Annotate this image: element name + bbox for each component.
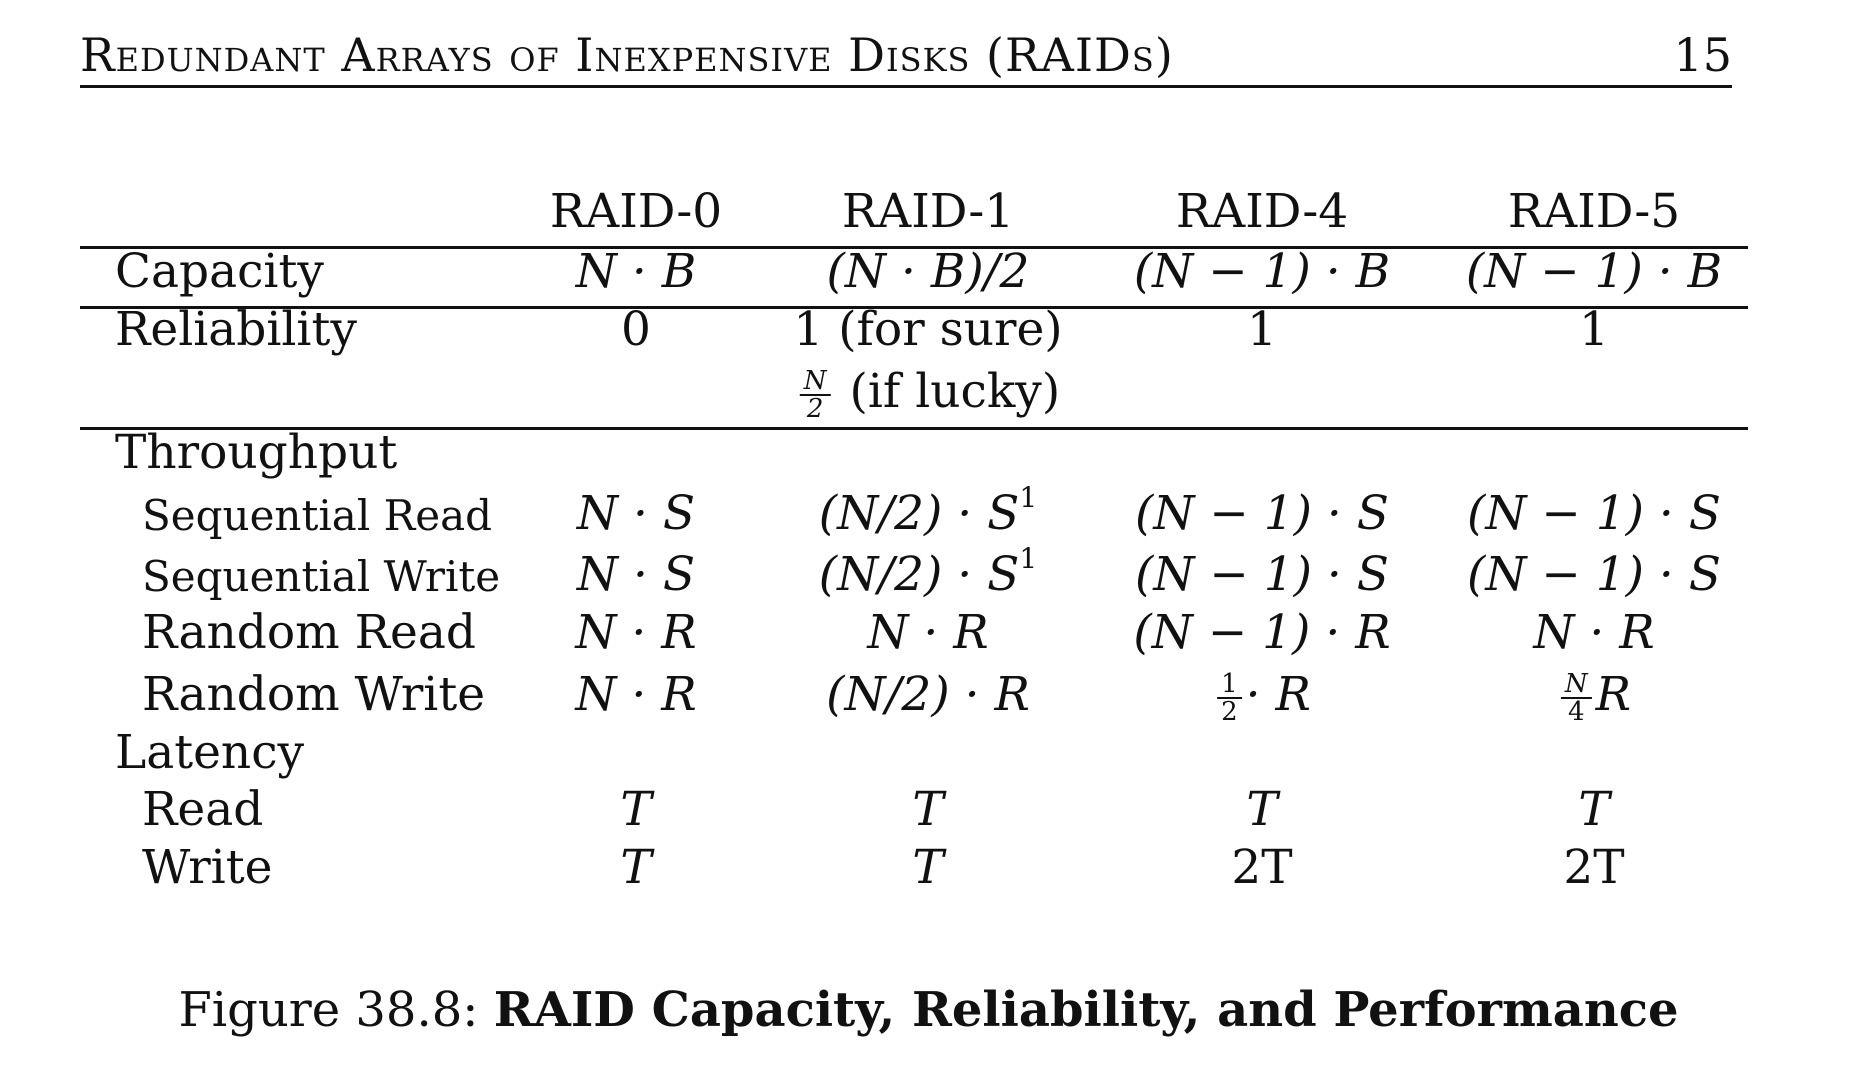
rand-write-raid5: $\frac{N}{4}$ R <box>1557 667 1631 725</box>
reliability-raid1-lucky: $\frac{N}{2}$ (if lucky) <box>796 364 1060 422</box>
page-number: 15 <box>1673 28 1732 82</box>
lat-read-raid0: T <box>620 782 652 837</box>
seq-read-raid0: N · S <box>576 486 696 541</box>
rand-read-raid0: N · R <box>575 605 697 660</box>
column-header-raid0: RAID-0 <box>549 184 723 239</box>
rand-write-raid1: (N/2) · R <box>826 667 1030 722</box>
seq-read-raid4: (N − 1) · S <box>1135 486 1389 541</box>
capacity-raid0: N · B <box>575 244 697 299</box>
lat-read-raid1: T <box>912 782 944 837</box>
reliability-raid1: 1 (for sure) <box>793 302 1063 357</box>
rand-read-raid1: N · R <box>867 605 989 660</box>
column-header-raid1: RAID-1 <box>841 184 1015 239</box>
reliability-raid5: 1 <box>1579 302 1609 357</box>
page-header <box>80 26 1732 88</box>
row-label-latency-write: Write <box>142 840 273 895</box>
rand-write-raid0: N · R <box>575 667 697 722</box>
reliability-raid4: 1 <box>1247 302 1277 357</box>
seq-write-raid5: (N − 1) · S <box>1467 547 1721 602</box>
row-label-reliability: Reliability <box>115 302 357 357</box>
row-label-sequential-write: Sequential Write <box>142 552 501 601</box>
capacity-raid1: (N · B)/2 <box>826 244 1030 299</box>
seq-read-raid5: (N − 1) · S <box>1467 486 1721 541</box>
seq-write-raid0: N · S <box>576 547 696 602</box>
lat-read-raid5: T <box>1578 782 1610 837</box>
row-label-random-write: Random Write <box>142 667 486 722</box>
caption-prefix: Figure 38.8: <box>178 982 479 1038</box>
rand-read-raid4: (N − 1) · R <box>1133 605 1391 660</box>
row-label-latency-read: Read <box>142 782 264 837</box>
capacity-raid5: (N − 1) · B <box>1465 244 1723 299</box>
header-title: Redundant Arrays of Inexpensive Disks (RAIDs) <box>80 28 1174 82</box>
seq-write-raid1: $(N/2) \cdot S^1$ <box>818 542 1038 602</box>
lat-write-raid1: T <box>912 840 944 895</box>
figure-caption <box>0 980 1857 1040</box>
fraction-n-over-4: $\frac{N}{4}$ <box>1561 671 1592 725</box>
fraction-n-over-2: $\frac{N}{2}$ <box>800 368 831 422</box>
seq-write-raid4: (N − 1) · S <box>1135 547 1389 602</box>
rand-write-raid4: $\frac{1}{2}$ · R <box>1213 667 1311 725</box>
rand-read-raid5: N · R <box>1533 605 1655 660</box>
row-label-capacity: Capacity <box>115 244 324 299</box>
lat-write-raid4: 2T <box>1231 840 1293 895</box>
column-header-raid4: RAID-4 <box>1175 184 1349 239</box>
row-label-sequential-read: Sequential Read <box>142 491 493 540</box>
capacity-raid4: (N − 1) · B <box>1133 244 1391 299</box>
row-label-latency: Latency <box>115 725 305 780</box>
fraction-1-over-2: $\frac{1}{2}$ <box>1217 671 1242 725</box>
column-header-raid5: RAID-5 <box>1507 184 1681 239</box>
row-label-throughput: Throughput <box>115 425 398 480</box>
lat-write-raid5: 2T <box>1563 840 1625 895</box>
lat-read-raid4: T <box>1246 782 1278 837</box>
seq-read-raid1: $(N/2) \cdot S^1$ <box>818 481 1038 541</box>
lat-write-raid0: T <box>620 840 652 895</box>
row-label-random-read: Random Read <box>142 605 476 660</box>
reliability-raid0: 0 <box>621 302 651 357</box>
caption-title: RAID Capacity, Reliability, and Performance <box>493 982 1679 1038</box>
